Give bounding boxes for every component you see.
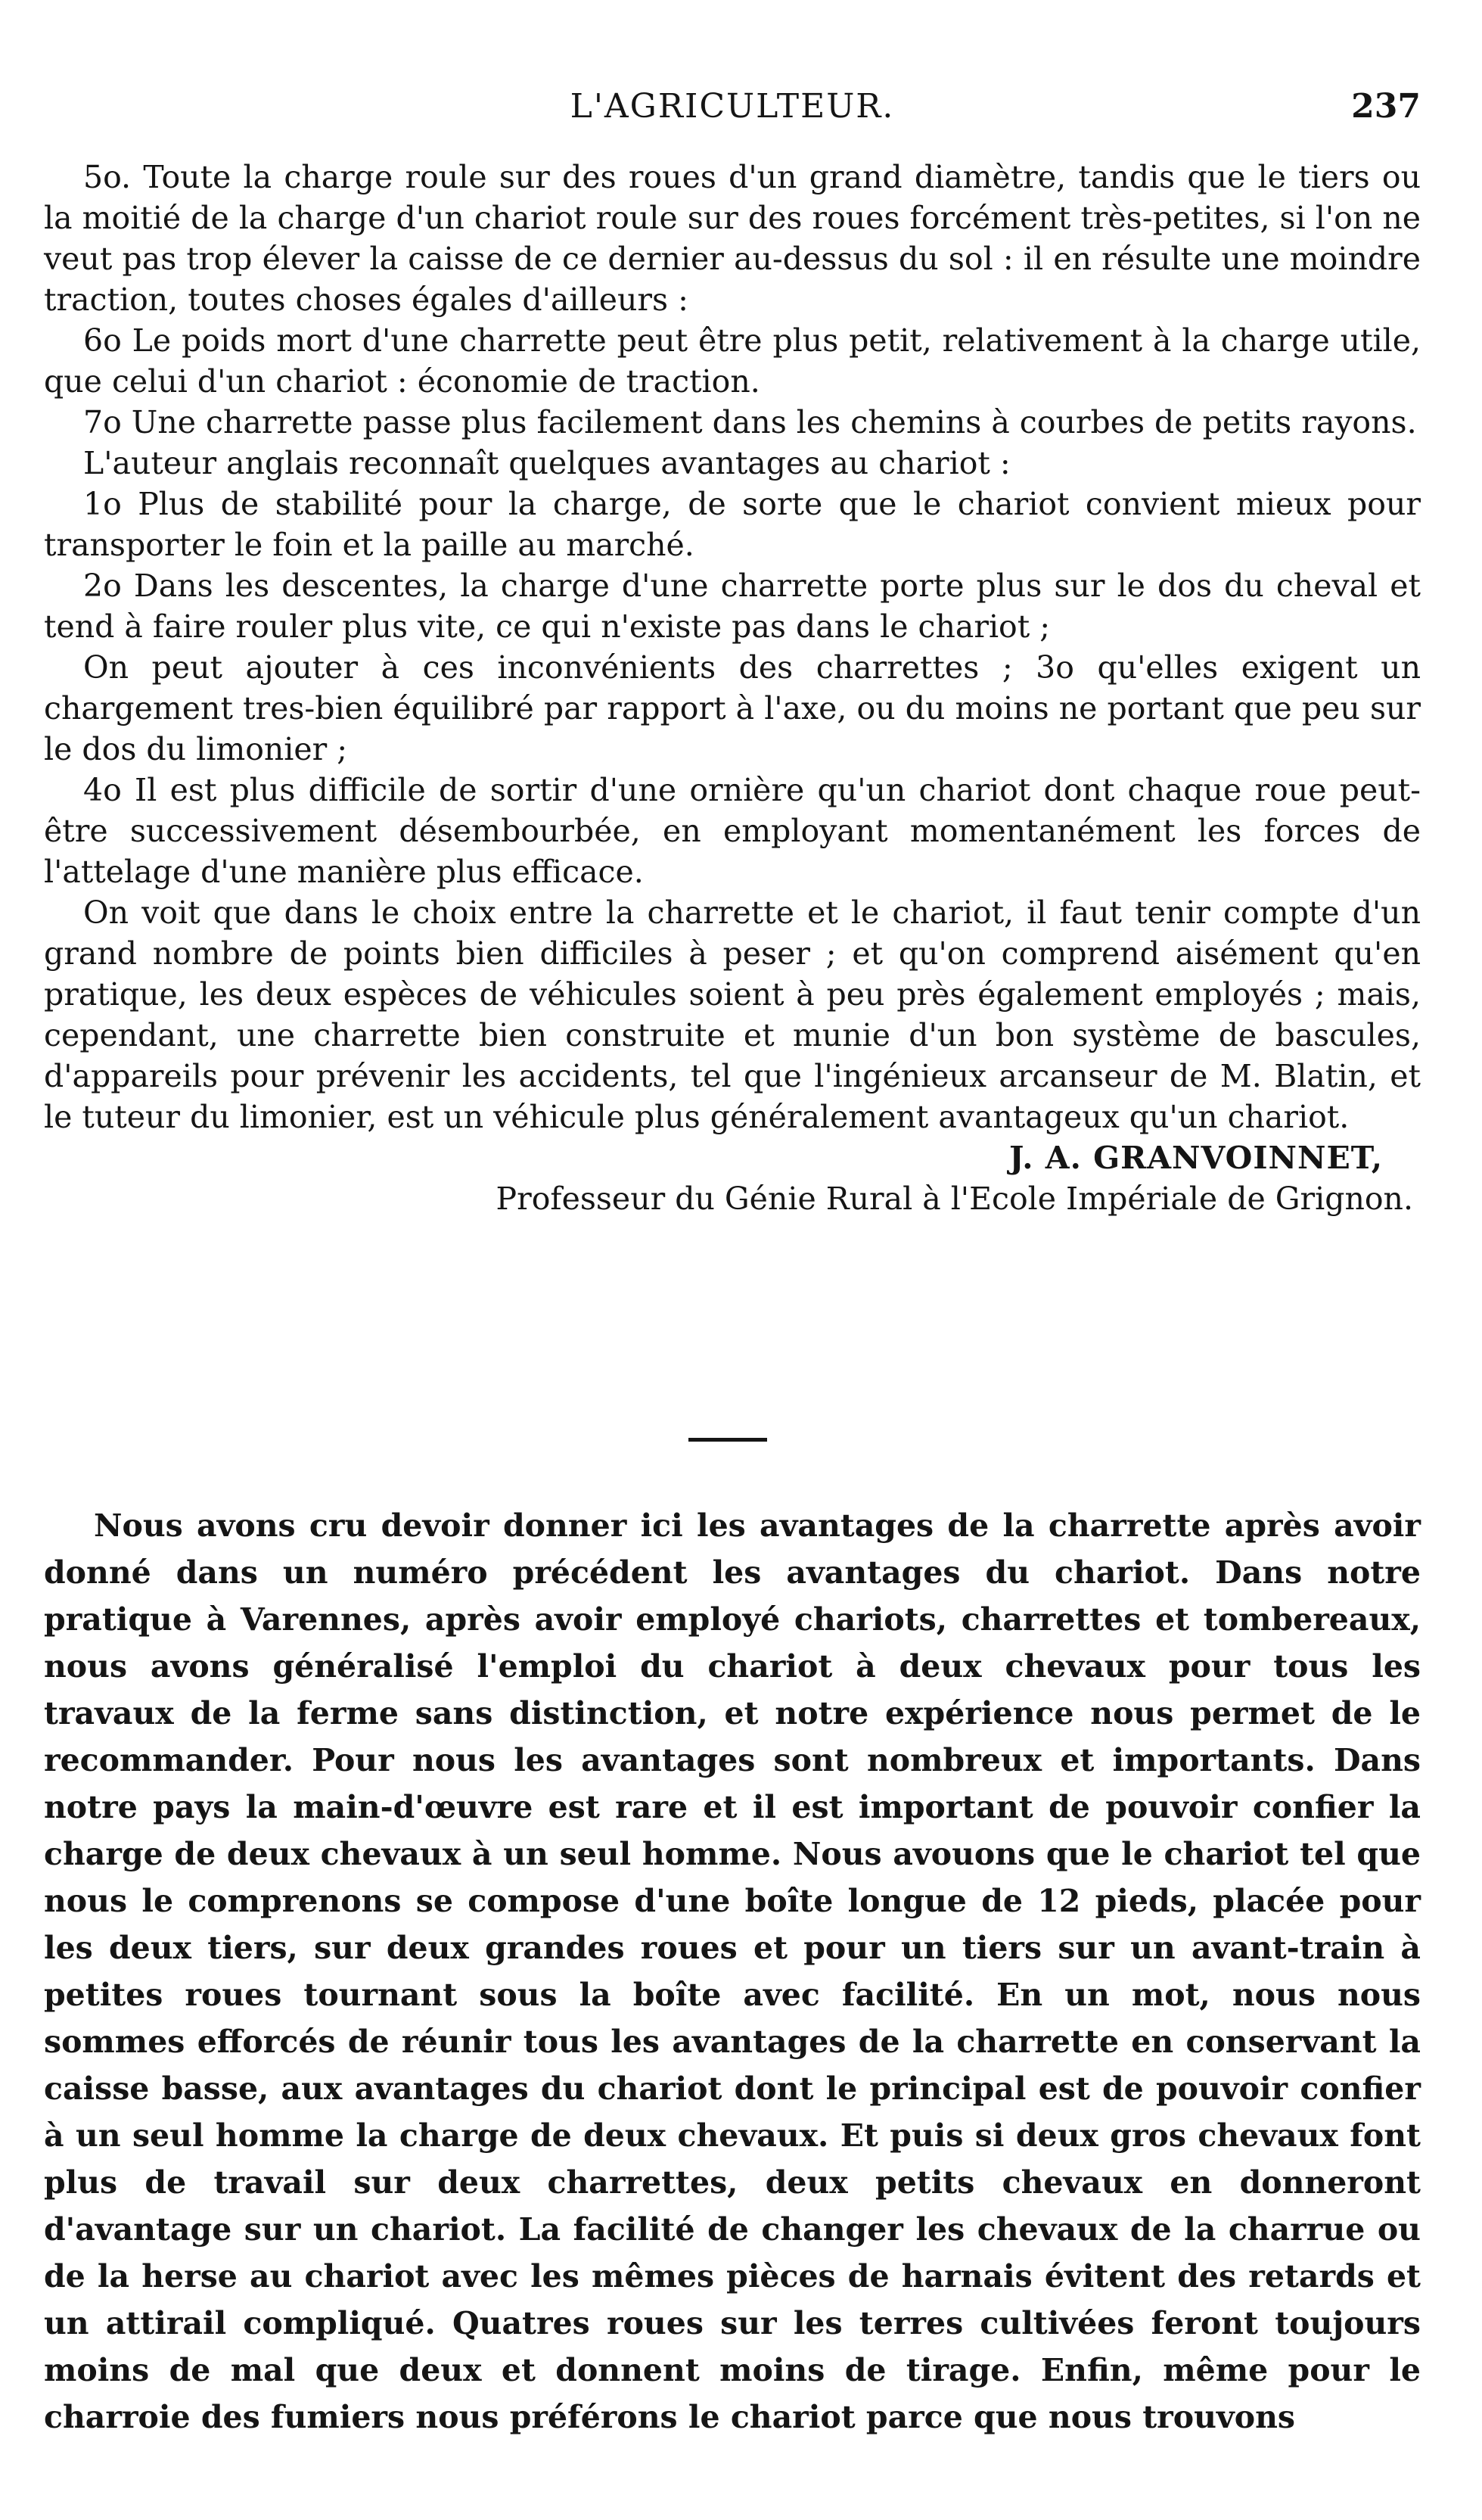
paragraph-conclusion: On voit que dans le choix entre la charrette et le chariot, il faut tenir compte d'un grand nombre de points bien difficiles à peser ; et qu'on comprend aisément qu'en pratique, les deux espèces de véhicules soient à peu près également employés ; mais, cependant, une charrette bien construite et munie d'un bon système de bascules, d'appareils pour prévenir les accidents, tel que l'ingénieux arcanseur de M. Blatin, et le tuteur du limonier, est un véhicule plus généralement avantageux qu'un chariot. (44, 894, 1421, 1135)
paragraph-chariot-point-2: 2o Dans les descentes, la charge d'une charrette porte plus sur le dos du cheval et tend à faire rouler plus vite, ce qui n'existe pas dans le chariot ; (44, 568, 1421, 645)
page-header (44, 87, 1421, 132)
section-divider (688, 1438, 767, 1442)
paragraph-inconvenients: On peut ajouter à ces inconvénients des charrettes ; 3o qu'elles exigent un chargement tres-bien équilibré par rapport à l'axe, ou du moins ne portant que peu sur le dos du limonier ; (44, 649, 1421, 767)
paragraph-chariot-advantages-intro: L'auteur anglais reconnaît quelques avantages au chariot : (83, 445, 1011, 481)
paragraph-point-6: 6o Le poids mort d'une charrette peut être plus petit, relativement à la charge utile, que celui d'un chariot : économie de traction. (44, 322, 1421, 400)
running-title: L'AGRICULTEUR. (570, 87, 895, 126)
author-signature: J. A. GRANVOINNET, (1009, 1140, 1383, 1176)
paragraph-chariot-point-4: 4o Il est plus difficile de sortir d'une ornière qu'un chariot dont chaque roue peut-être successivement désembourbée, en employant momentanément les forces de l'attelage d'une manière plus efficace. (44, 772, 1421, 890)
article-body (44, 157, 1421, 1219)
page-number: 237 (1351, 87, 1421, 126)
paragraph-point-5: 5o. Toute la charge roule sur des roues d'un grand diamètre, tandis que le tiers ou la moitié de la charge d'un chariot roule sur des roues forcément très-petites, si l'on ne veut pas trop élever la caisse de ce dernier au-dessus du sol : il en résulte une moindre traction, toutes choses égales d'ailleurs : (44, 159, 1421, 318)
book-page (44, 0, 1421, 2520)
paragraph-point-7: 7o Une charrette passe plus facilement dans les chemins à courbes de petits rayons. (83, 404, 1417, 440)
editor-note-paragraph: Nous avons cru devoir donner ici les avantages de la charrette après avoir donné dans un numéro précédent les avantages du chariot. Dans notre pratique à Varennes, après avoir employé chariots, charrettes et tombereaux, nous avons généralisé l'emploi du chariot à deux chevaux pour tous les travaux de la ferme sans distinction, et notre expérience nous permet de le recommander. Pour nous les avantages sont nombreux et importants. Dans notre pays la main-d'œuvre est rare et il est important de pouvoir confier la charge de deux chevaux à un seul homme. Nous avouons que le chariot tel que nous le comprenons se compose d'une boîte longue de 12 pieds, placée pour les deux tiers, sur deux grandes roues et pour un tiers sur un avant-train à petites roues tournant sous la boîte avec facilité. En un mot, nous nous sommes efforcés de réunir tous les avantages de la charrette en conservant la caisse basse, aux avantages du chariot dont le principal est de pouvoir confier à un seul homme la charge de deux chevaux. Et puis si deux gros chevaux font plus de travail sur deux charrettes, deux petits chevaux en donneront d'avantage sur un chariot. La facilité de changer les chevaux de la charrue ou de la herse au chariot avec les mêmes pièces de harnais évitent des retards et un attirail compliqué. Quatres roues sur les terres cultivées feront toujours moins de mal que deux et donnent moins de tirage. Enfin, même pour le charroie des fumiers nous préférons le chariot parce que nous trouvons (44, 1507, 1421, 2435)
editor-note (44, 1502, 1421, 2441)
paragraph-chariot-point-1: 1o Plus de stabilité pour la charge, de sorte que le chariot convient mieux pour transporter le foin et la paille au marché. (44, 486, 1421, 563)
author-affiliation: Professeur du Génie Rural à l'Ecole Impériale de Grignon. (496, 1181, 1413, 1217)
